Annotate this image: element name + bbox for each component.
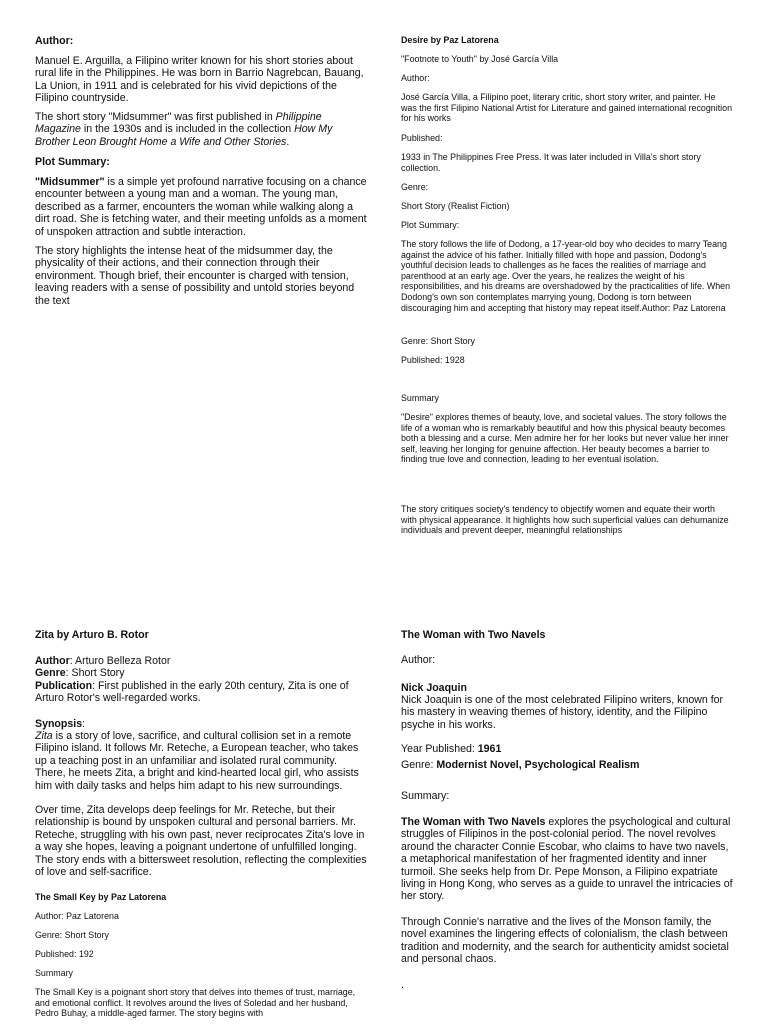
summary-paragraph: "Desire" explores themes of beauty, love, and societal values. The story follows the life of a woman who is remarkably beautiful and how this physical beauty becomes both a blessing and a curse. Men admire her for her looks but never value her inner self, leaving her longing for genuine affection. Her beauty becomes a barrier to finding true love and connection, leading to her eventual isolation. <box>401 412 729 465</box>
genre-label: Genre: <box>401 182 429 192</box>
small-key-title: The Small Key by Paz Latorena <box>35 892 167 902</box>
genre-line: Genre: Modernist Novel, Psychological Realism <box>401 759 640 771</box>
desire-title: Desire by Paz Latorena <box>401 35 499 45</box>
critique-paragraph: The story critiques society's tendency to objectify women and equate their worth with physical appearance. It highlights how such superficial values can dehumanize individuals and prevent deeper, meaningful relationships <box>401 504 729 536</box>
author-paragraph: Nick Joaquin is one of the most celebrated Filipino writers, known for his mastery in weaving themes of history, identity, and the Filipino psyche in his works. <box>401 694 724 731</box>
publication-paragraph: The short story "Midsummer" was first published in Philippine Magazine in the 1930s and is included in the collection How My Brother Leon Brought Home a Wife and Other Stories. <box>35 111 333 148</box>
synopsis-heading: Synopsis: <box>35 718 86 730</box>
author-paragraph: José García Villa, a Filipino poet, literary critic, short story writer, and painter. He was the first Filipino National Artist for Literature and gained international recognition for his works <box>401 92 733 124</box>
story-title: "Midsummer" <box>35 176 105 188</box>
zita-publication-line: Publication: First published in the early 20th century, Zita is one of Arturo Rotor's well-regarded works. <box>35 680 349 705</box>
midsummer-section <box>35 35 370 305</box>
summary-label: Summary: <box>401 790 450 802</box>
published-label: Published: <box>401 133 443 143</box>
footnote-title: "Footnote to Youth" by José García Villa <box>401 54 559 64</box>
author-label: Author: <box>401 73 430 83</box>
author-paragraph: Manuel E. Arguilla, a Filipino writer known for his short stories about rural life in the Philippines. He was born in Barrio Nagrebcan, Bauang, La Union, in 1911 and is celebrated for his vivid depictions of the Filipino countryside. <box>35 55 364 105</box>
synopsis-paragraph: Zita is a story of love, sacrifice, and cultural collision set in a remote Filipino island. It follows Mr. Reteche, a European teacher, who takes up a teaching post in an unfamiliar and isolated rural community. There, he meets Zita, a bright and kind-hearted local girl, who assists him with daily tasks and helps him adapt to his new surroundings. <box>35 730 359 792</box>
small-key-genre: Genre: Short Story <box>35 930 109 940</box>
plot-summary-paragraph: The story follows the life of Dodong, a 17-year-old boy who decides to marry Teang against the advice of his father. Initially filled with hope and passion, Dodong's youthful decision leads to challenges as he faces the realities of marriage and parenthood at an early age. Over the years, he realizes the weight of his responsibilities, and his dreams are overshadowed by the practicalities of life. When Dodong's own son contemplates marrying young, Dodong is torn between discouraging him and accepting that history may repeat itself.Author: Paz Latorena <box>401 239 731 313</box>
plot-summary-paragraph-2: The story highlights the intense heat of the midsummer day, the physicality of their actions, and their connection through their environment. Though brief, their encounter is charged with tension, leaving readers with a sense of possibility and untold stories beyond the text <box>35 245 355 307</box>
plot-summary-label: Plot Summary: <box>401 220 460 230</box>
small-key-summary-label: Summary <box>35 968 73 978</box>
published-line: Published: 1928 <box>401 355 465 365</box>
genre-line: Genre: Short Story <box>401 336 475 346</box>
zita-genre-line: Genre: Short Story <box>35 667 125 679</box>
small-key-summary-paragraph: The Small Key is a poignant short story that delves into themes of trust, marriage, and emotional conflict. It revolves around the lives of Soledad and her husband, Pedro Buhay, a middle-aged farmer. The story begins with <box>35 987 356 1019</box>
woman-two-navels-section <box>401 629 736 994</box>
collection-name: How My Brother Leon Brought Home a Wife and Other Stories <box>35 123 333 148</box>
woman-title: The Woman with Two Navels <box>401 629 546 641</box>
author-label: Author: <box>401 654 436 666</box>
genre-value: Short Story (Realist Fiction) <box>401 201 510 211</box>
small-key-author: Author: Paz Latorena <box>35 911 119 921</box>
magazine-name: Philippine Magazine <box>35 111 322 136</box>
author-heading: Author: <box>35 35 74 47</box>
desire-section <box>401 35 733 545</box>
zita-paragraph-2: Over time, Zita develops deep feelings for Mr. Reteche, but their relationship is bound by unspoken cultural and personal barriers. Mr. Reteche, struggling with his own past, never reciprocates Zita's love in a way she hopes, leaving a poignant undertone of unfulfilled longing. The story ends with a bittersweet resolution, reflecting the complexities of love and self-sacrifice. <box>35 804 367 879</box>
plot-summary-paragraph: "Midsummer" is a simple yet profound narrative focusing on a chance encounter between a young man and a woman. The young man, described as a farmer, encounters the woman while walking along a dirt road. She is fetching water, and their meeting unfolds as a moment of unspoken attraction and subtle interaction. <box>35 176 367 238</box>
summary-label: Summary <box>401 393 439 403</box>
trailing-dot: . <box>401 979 404 991</box>
author-name: Nick Joaquin <box>401 682 467 694</box>
zita-author-line: Author: Arturo Belleza Rotor <box>35 655 171 667</box>
small-key-section <box>35 892 370 1024</box>
zita-title: Zita by Arturo B. Rotor <box>35 629 149 641</box>
published-paragraph: 1933 in The Philippines Free Press. It was later included in Villa's short story collection. <box>401 152 701 173</box>
year-published-line: Year Published: 1961 <box>401 743 502 755</box>
summary-paragraph: The Woman with Two Navels explores the psychological and cultural struggles of Filipinos in the post-colonial period. The novel revolves around the character Connie Escobar, who claims to have two navels, a metaphorical manifestation of her fragmented identity and inner turmoil. She seeks help from Dr. Pepe Monson, a Filipino expatriate living in Hong Kong, who serves as a guide to unravel the intricacies of her story. <box>401 816 733 903</box>
plot-summary-heading: Plot Summary: <box>35 156 110 168</box>
woman-paragraph-2: Through Connie's narrative and the lives of the Monson family, the novel examines the lingering effects of colonialism, the clash between tradition and modernity, and the search for authenticity amidst societal and personal chaos. <box>401 916 729 966</box>
zita-section <box>35 629 370 884</box>
small-key-published: Published: 192 <box>35 949 94 959</box>
